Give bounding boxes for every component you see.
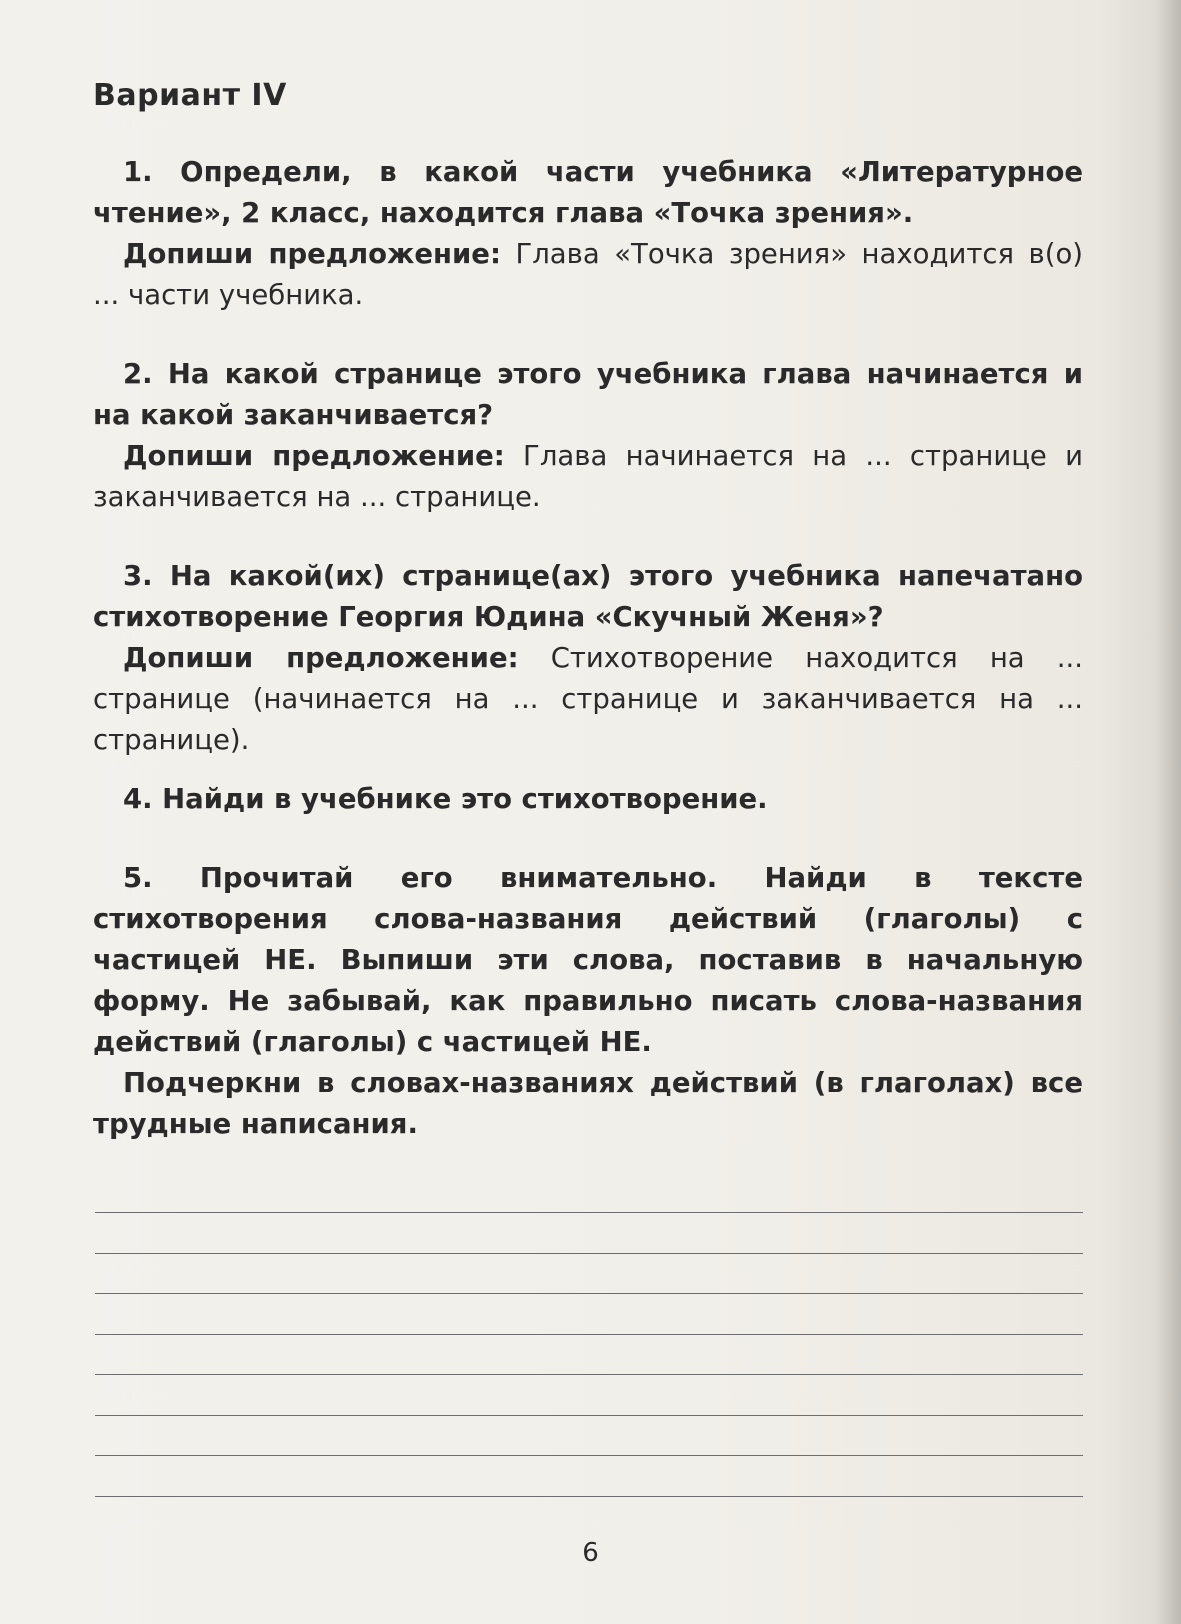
answer-line	[95, 1415, 1083, 1416]
task-2	[93, 354, 1083, 518]
task-5-note: Подчеркни в словах-названиях действий (в глаголах) все трудные написания.	[93, 1067, 1083, 1140]
task-1-instruction-text: Глава «Точка зрения» находится в(о) ... части учебника.	[93, 238, 1083, 311]
answer-line	[95, 1374, 1083, 1375]
task-3-question: 3. На какой(их) странице(ах) этого учебника напечатано стихотворение Георгия Юдина «Скучный Женя»?	[93, 560, 1083, 633]
task-1-question: 1. Определи, в какой части учебника «Литературное чтение», 2 класс, находится глава «Точка зрения».	[93, 156, 1083, 229]
answer-line	[95, 1212, 1083, 1213]
task-5-question: 5. Прочитай его внимательно. Найди в тексте стихотворения слова-названия действий (глаголы) с частицей НЕ. Выпиши эти слова, поставив в начальную форму. Не забывай, как правильно писать слова-названия действий (глаголы) с частицей НЕ.	[93, 862, 1083, 1058]
answer-line	[95, 1455, 1083, 1456]
book-spine-shadow	[1155, 0, 1181, 1624]
task-3-instruction	[93, 638, 1083, 761]
task-5	[93, 858, 1083, 1145]
task-1-instruction-label: Допиши предложение:	[123, 238, 501, 270]
task-2-instruction-text: Глава начинается на ... странице и заканчивается на ... странице.	[93, 440, 1083, 513]
answer-line	[95, 1496, 1083, 1497]
task-3-instruction-text: Стихотворение находится на ... странице (начинается на ... странице и заканчивается на ... странице).	[93, 642, 1083, 756]
task-1-instruction	[93, 234, 1083, 316]
answer-line	[95, 1293, 1083, 1294]
task-2-instruction	[93, 436, 1083, 518]
answer-line	[95, 1253, 1083, 1254]
answer-lines	[95, 1212, 1083, 1536]
task-2-instruction-label: Допиши предложение:	[123, 440, 505, 472]
page-number: 6	[582, 1538, 599, 1568]
tasks-content	[93, 152, 1083, 1145]
variant-title: Вариант IV	[93, 78, 287, 113]
task-4-question: 4. Найди в учебнике это стихотворение.	[123, 783, 768, 815]
answer-line	[95, 1334, 1083, 1335]
task-3	[93, 556, 1083, 761]
task-3-instruction-label: Допиши предложение:	[123, 642, 519, 674]
task-1	[93, 152, 1083, 316]
task-2-question: 2. На какой странице этого учебника глава начинается и на какой заканчивается?	[93, 358, 1083, 431]
task-4	[93, 779, 1083, 820]
